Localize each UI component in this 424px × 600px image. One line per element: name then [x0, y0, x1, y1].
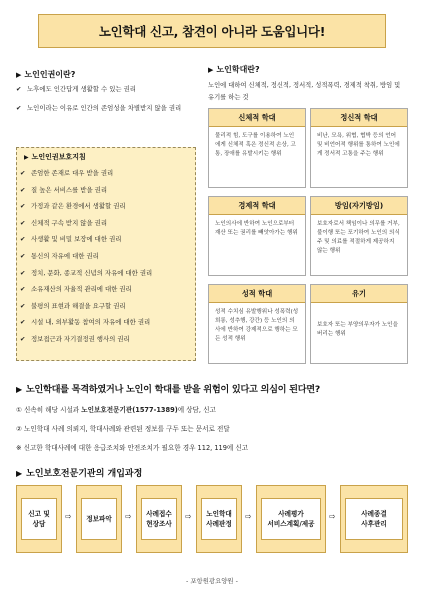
arrow-right-icon: ⇨	[65, 512, 72, 521]
abuse-type-desc: 보호자로서 책임이나 의무를 거부, 불이행 또는 포기하여 노인의 의식주 및 의료를 적절하게 제공하지 않는 행위	[317, 221, 400, 254]
abuse-type-neglect	[310, 196, 408, 276]
checkmark-icon: ✔	[16, 85, 22, 93]
triangle-bullet-icon: ▶	[16, 385, 22, 394]
list-item: ✔ 노인이라는 이유로 인간의 존엄성을 차별받지 않을 권리	[16, 100, 198, 117]
checkmark-icon: ✔	[20, 185, 26, 194]
report-note: ※ 신고한 학대사례에 대한 응급조치와 안전조치가 필요한 경우 112, 119에 신고	[16, 444, 249, 452]
process-step: 사례평가 서비스계획/제공	[256, 485, 326, 553]
abuse-type-abandonment	[310, 284, 408, 364]
checkmark-icon: ✔	[20, 251, 26, 260]
process-step: 정보파악	[76, 485, 122, 553]
process-step: 사례접수 현장조사	[136, 485, 182, 553]
list-item: ✔ 신체적 구속 받지 않을 권리	[20, 215, 152, 232]
list-item: ✔ 소유재산의 자율적 관리에 대한 권리	[20, 281, 152, 298]
report-step-2: ② 노인학대 사례 의뢰지, 학대사례와 관련된 정보를 구두 또는 문서로 전달	[16, 425, 230, 433]
hotline-number: 노인보호전문기관(1577-1389)	[81, 406, 178, 414]
abuse-heading: ▶ 노인학대란?	[208, 65, 260, 74]
abuse-type-desc: 노인의사에 반하여 노인으로부터 재산 또는 권리를 빼앗아가는 행위	[215, 221, 298, 236]
list-item: ✔ 정보접근과 자기결정권 행사의 권리	[20, 331, 152, 348]
guidelines-list	[20, 165, 152, 348]
list-item: ✔ 가정과 같은 환경에서 생활할 권리	[20, 198, 152, 215]
report-step-1: ① 신속히 해당 시설과 노인보호전문기관(1577-1389)에 상담, 신고	[16, 406, 216, 414]
abuse-type-desc: 성적 수치심 유발행위나 성폭력(성희롱, 성추행, 강간) 등 노인의 의사에 반하여 강제적으로 행하는 모든 성적 행위	[215, 309, 299, 342]
abuse-type-title: 성적 학대	[209, 285, 305, 303]
abuse-intro: 노인에 대하여 신체적, 정신적, 정서적, 성적폭력, 경제적 착취, 방임 및 유기를 하는 것	[208, 82, 401, 101]
process-step: 신고 및 상담	[16, 485, 62, 553]
guidelines-heading: ▶ 노인인권보호지침	[24, 153, 86, 161]
list-item: ✔ 정치, 문화, 종교적 신념의 자유에 대한 권리	[20, 265, 152, 282]
checkmark-icon: ✔	[20, 318, 26, 327]
checkmark-icon: ✔	[20, 202, 26, 211]
abuse-type-desc: 물리적 힘, 도구를 이용하여 노인에게 신체적 혹은 정신적 손상, 고통, 장애를 유발시키는 행위	[215, 133, 296, 157]
abuse-type-title: 방임(자기방임)	[311, 197, 407, 215]
list-item: ✔ 존엄한 존재로 대우 받을 권리	[20, 165, 152, 182]
abuse-type-sexual	[208, 284, 306, 364]
abuse-type-title: 경제적 학대	[209, 197, 305, 215]
checkmark-icon: ✔	[20, 285, 26, 294]
page-title: 노인학대 신고, 참견이 아니라 도움입니다!	[98, 24, 326, 39]
title-banner	[38, 14, 386, 48]
checkmark-icon: ✔	[16, 104, 22, 112]
human-rights-list	[16, 83, 198, 120]
list-item: ✔ 사생활 및 비밀 보장에 대한 권리	[20, 231, 152, 248]
process-step: 사례종결 사후관리	[340, 485, 408, 553]
arrow-right-icon: ⇨	[329, 512, 336, 521]
list-item: ✔ 시설 내, 외부활동 참여의 자유에 대한 권리	[20, 314, 152, 331]
list-item: ✔ 질 높은 서비스를 받을 권리	[20, 182, 152, 199]
abuse-type-title: 정신적 학대	[311, 109, 407, 127]
list-item: ✔ 통신의 자유에 대한 권리	[20, 248, 152, 265]
triangle-bullet-icon: ▶	[208, 66, 214, 74]
abuse-type-desc: 보호자 또는 부양의무자가 노인을 버리는 행위	[317, 322, 398, 337]
human-rights-heading: ▶ 노인인권이란?	[16, 70, 76, 79]
abuse-type-financial	[208, 196, 306, 276]
triangle-bullet-icon: ▶	[24, 154, 29, 161]
checkmark-icon: ✔	[20, 334, 26, 343]
checkmark-icon: ✔	[20, 235, 26, 244]
abuse-type-title: 유기	[311, 285, 407, 303]
process-step: 노인학대 사례판정	[196, 485, 242, 553]
triangle-bullet-icon: ▶	[16, 469, 23, 478]
arrow-right-icon: ⇨	[125, 512, 132, 521]
abuse-type-desc: 비난, 모욕, 위협, 협박 등의 언어 및 비언어적 행위를 통하여 노인에게 정서적 고통을 주는 행위	[317, 133, 400, 157]
report-question: ▶ 노인학대를 목격하였거나 노인이 학대를 받을 위험이 있다고 의심이 된다면?	[16, 384, 320, 395]
checkmark-icon: ✔	[20, 218, 26, 227]
abuse-type-physical	[208, 108, 306, 188]
list-item: ✔ 노후에도 인간답게 생활할 수 있는 권리	[16, 83, 198, 96]
arrow-right-icon: ⇨	[245, 512, 252, 521]
footer-org: - 포항원광요양원 -	[186, 577, 238, 585]
abuse-type-title: 신체적 학대	[209, 109, 305, 127]
checkmark-icon: ✔	[20, 301, 26, 310]
process-heading: ▶ 노인보호전문기관의 개입과정	[16, 469, 143, 479]
triangle-bullet-icon: ▶	[16, 71, 22, 79]
list-item: ✔ 불평의 표현과 해결을 요구할 권리	[20, 298, 152, 315]
abuse-type-emotional	[310, 108, 408, 188]
checkmark-icon: ✔	[20, 268, 26, 277]
arrow-right-icon: ⇨	[185, 512, 192, 521]
checkmark-icon: ✔	[20, 169, 26, 177]
